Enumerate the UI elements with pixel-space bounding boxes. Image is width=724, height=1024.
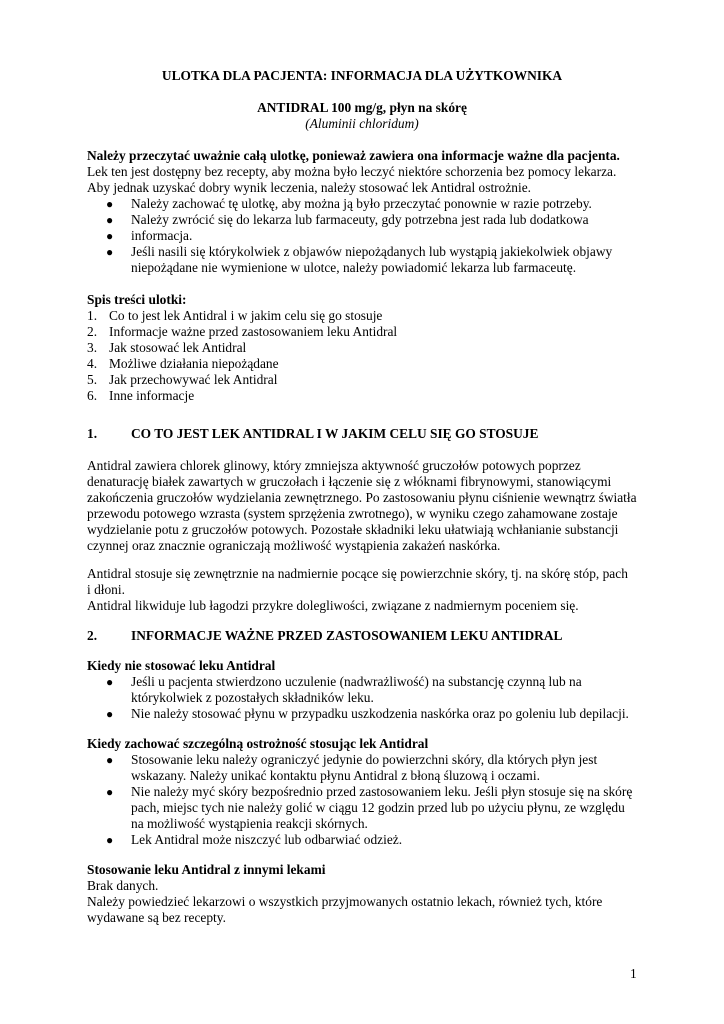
intro-bullet: informacja. [131,228,193,243]
section-number: 1. [87,426,98,441]
bullet-text: Nie należy stosować płynu w przypadku uszkodzenia naskórka oraz po goleniu lub depilacji. [131,706,629,721]
bullet-text: Nie należy myć skóry bezpośrednio przed zastosowaniem leku. Jeśli płyn stosuje się na skórę [131,784,633,799]
paragraph-line: wydzielanie potu z gruczołów potowych. Pozostałe składniki leku ułatwiają wchłanianie substancji [87,522,619,537]
bullet-text: którykolwiek z pozostałych składników leku. [131,690,374,705]
toc-num: 4. [87,356,98,371]
toc-item: Jak stosować lek Antidral [109,340,247,355]
bullet-icon: ● [106,213,114,227]
paragraph-line: zakończenia gruczołów wydzielania zewnętrznego. Po zastosowaniu płynu ciśnienie wewnątrz światła [87,490,637,505]
paragraph-line: i dłoni. [87,582,125,597]
paragraph-line: Antidral likwiduje lub łagodzi przykre dolegliwości, związane z nadmiernym poceniem się. [87,598,579,613]
bullet-icon: ● [106,675,114,689]
leaflet-title: ULOTKA DLA PACJENTA: INFORMACJA DLA UŻYTKOWNIKA [161,68,563,83]
paragraph-line: denaturację białek zawartych w gruczołach i łączenie się z włóknami fibrynowymi, stanowiącymi [87,474,612,489]
toc-item: Inne informacje [109,388,195,403]
intro-warning: Należy przeczytać uważnie całą ulotkę, ponieważ zawiera ona informacje ważne dla pacjenta. [87,148,620,163]
bullet-icon: ● [106,833,114,847]
bullet-text: na możliwość wystąpienia reakcji skórnych. [131,816,368,831]
subsection-heading: Kiedy nie stosować leku Antidral [87,658,276,673]
intro-bullet: Należy zwrócić się do lekarza lub farmaceuty, gdy potrzebna jest rada lub dodatkowa [131,212,589,227]
section-heading: INFORMACJE WAŻNE PRZED ZASTOSOWANIEM LEKU ANTIDRAL [131,628,563,643]
toc-item: Jak przechowywać lek Antidral [109,372,278,387]
intro-bullet: Należy zachować tę ulotkę, aby można ją było przeczytać ponownie w razie potrzeby. [131,196,592,211]
bullet-icon: ● [106,197,114,211]
toc-item: Informacje ważne przed zastosowaniem leku Antidral [109,324,398,339]
bullet-text: wskazany. Należy unikać kontaktu płynu Antidral z błoną śluzową i oczami. [131,768,540,783]
bullet-text: Jeśli u pacjenta stwierdzono uczulenie (nadwrażliwość) na substancję czynną lub na [131,674,582,689]
toc-num: 6. [87,388,98,403]
bullet-icon: ● [106,785,114,799]
active-substance: (Aluminii chloridum) [305,116,419,131]
subsection-heading: Stosowanie leku Antidral z innymi lekami [87,862,326,877]
bullet-icon: ● [106,707,114,721]
toc-heading: Spis treści ulotki: [87,292,187,307]
paragraph-line: Antidral zawiera chlorek glinowy, który zmniejsza aktywność gruczołów potowych poprzez [87,458,581,473]
toc-item: Co to jest lek Antidral i w jakim celu się go stosuje [109,308,383,323]
paragraph-line: czynnej oraz znacznie ograniczają możliwość wystąpienia zakażeń naskórka. [87,538,501,553]
page-number: 1 [630,966,637,981]
toc-num: 3. [87,340,98,355]
paragraph-line: Należy powiedzieć lekarzowi o wszystkich przyjmowanych ostatnio lekach, również tych, które [87,894,603,909]
bullet-text: Stosowanie leku należy ograniczyć jedynie do powierzchni skóry, dla których płyn jest [131,752,598,767]
intro-bullet-cont: niepożądane nie wymienione w ulotce, należy powiadomić lekarza lub farmaceutę. [131,260,577,275]
bullet-icon: ● [106,229,114,243]
section-number: 2. [87,628,98,643]
product-name: ANTIDRAL 100 mg/g, płyn na skórę [257,100,467,115]
paragraph-line: Brak danych. [87,878,159,893]
paragraph-line: przewodu potowego wzrasta (system sprzężenia zwrotnego), w wyniku czego zahamowane zostaje [87,506,618,521]
bullet-text: pach, miejsc tych nie należy golić w ciągu 12 godzin przed lub po użyciu płynu, ze względu [131,800,625,815]
bullet-icon: ● [106,245,114,259]
section-heading: CO TO JEST LEK ANTIDRAL I W JAKIM CELU SIĘ GO STOSUJE [131,426,539,441]
toc-num: 5. [87,372,98,387]
paragraph-line: Antidral stosuje się zewnętrznie na nadmiernie pocące się powierzchnie skóry, tj. na skórę stóp, pach [87,566,628,581]
subsection-heading: Kiedy zachować szczególną ostrożność stosując lek Antidral [87,736,429,751]
paragraph-line: wydawane są bez recepty. [87,910,226,925]
intro-line: Aby jednak uzyskać dobry wynik leczenia, należy stosować lek Antidral ostrożnie. [87,180,531,195]
intro-line: Lek ten jest dostępny bez recepty, aby można było leczyć niektóre schorzenia bez pomocy lekarza. [87,164,617,179]
toc-num: 1. [87,308,98,323]
bullet-text: Lek Antidral może niszczyć lub odbarwiać odzież. [131,832,403,847]
bullet-icon: ● [106,753,114,767]
toc-item: Możliwe działania niepożądane [109,356,279,371]
intro-bullet: Jeśli nasili się którykolwiek z objawów niepożądanych lub wystąpią jakiekolwiek objawy [131,244,613,259]
toc-num: 2. [87,324,98,339]
